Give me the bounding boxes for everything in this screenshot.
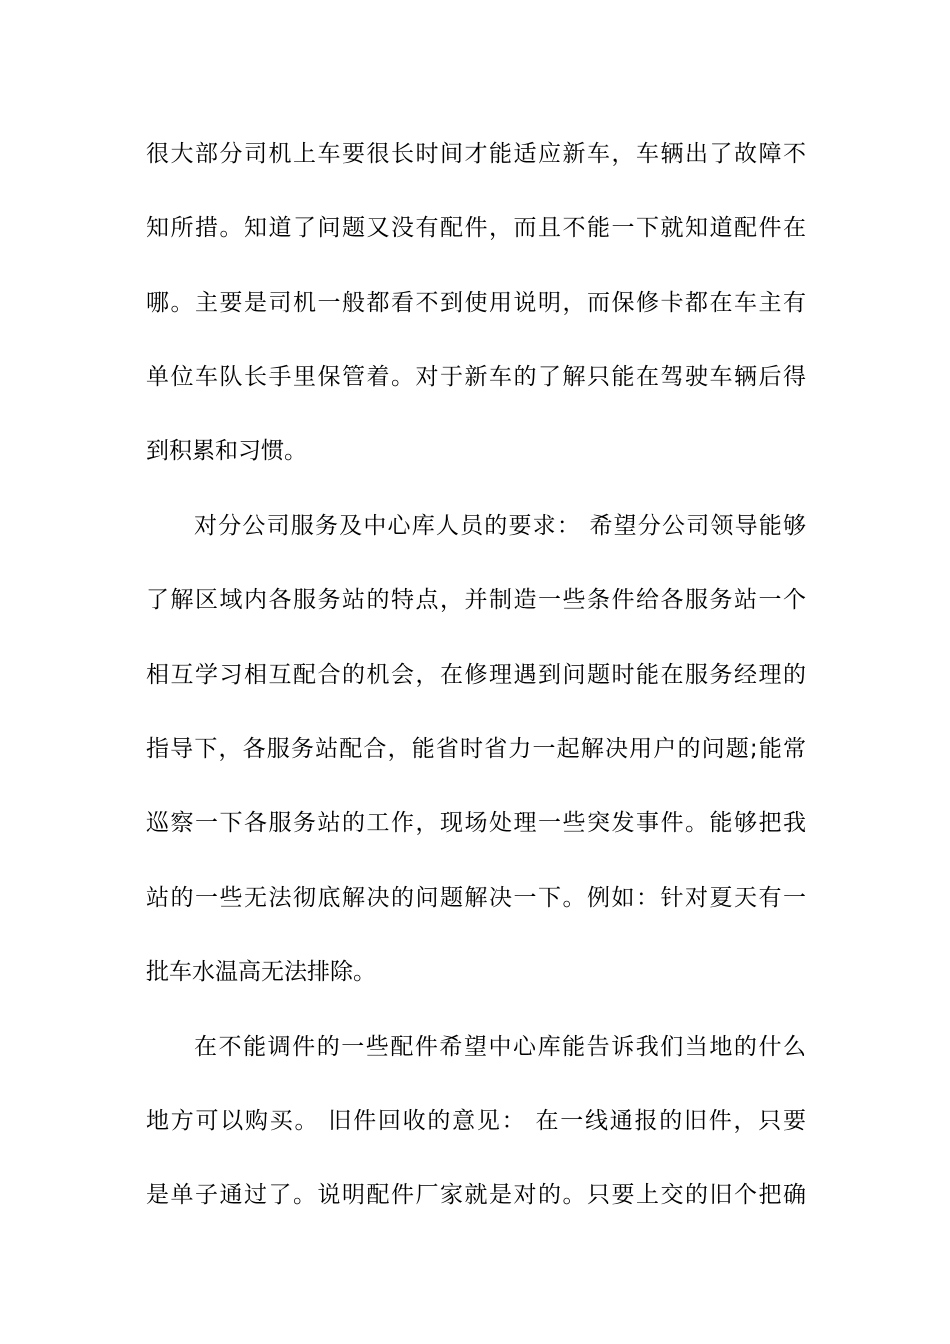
text-line-11: 站的一些无法彻底解决的问题解决一下。例如：针对夏天有一 (146, 885, 806, 911)
text-line-14: 地方可以购买。 旧件回收的意见： 在一线通报的旧件，只要 (146, 1108, 806, 1134)
text-line-8: 相互学习相互配合的机会，在修理遇到问题时能在服务经理的 (146, 662, 806, 688)
text-line-2: 知所措。知道了问题又没有配件，而且不能一下就知道配件在 (146, 215, 806, 241)
text-line-15: 是单子通过了。说明配件厂家就是对的。只要上交的旧个把确 (146, 1182, 806, 1208)
text-line-13: 在不能调件的一些配件希望中心库能告诉我们当地的什么 (194, 1034, 806, 1060)
text-line-9: 指导下，各服务站配合，能省时省力一起解决用户的问题;能常 (146, 736, 806, 762)
text-line-7: 了解区域内各服务站的特点，并制造一些条件给各服务站一个 (146, 587, 806, 613)
text-line-1: 很大部分司机上车要很长时间才能适应新车，车辆出了故障不 (146, 141, 806, 167)
text-line-6: 对分公司服务及中心库人员的要求： 希望分公司领导能够 (194, 513, 806, 539)
text-line-3: 哪。主要是司机一般都看不到使用说明，而保修卡都在车主有 (146, 290, 806, 316)
text-line-4: 单位车队长手里保管着。对于新车的了解只能在驾驶车辆后得 (146, 364, 806, 390)
text-line-10: 巡察一下各服务站的工作，现场处理一些突发事件。能够把我 (146, 810, 806, 836)
text-line-5: 到积累和习惯。 (146, 438, 307, 464)
text-line-12: 批车水温高无法排除。 (146, 959, 376, 985)
